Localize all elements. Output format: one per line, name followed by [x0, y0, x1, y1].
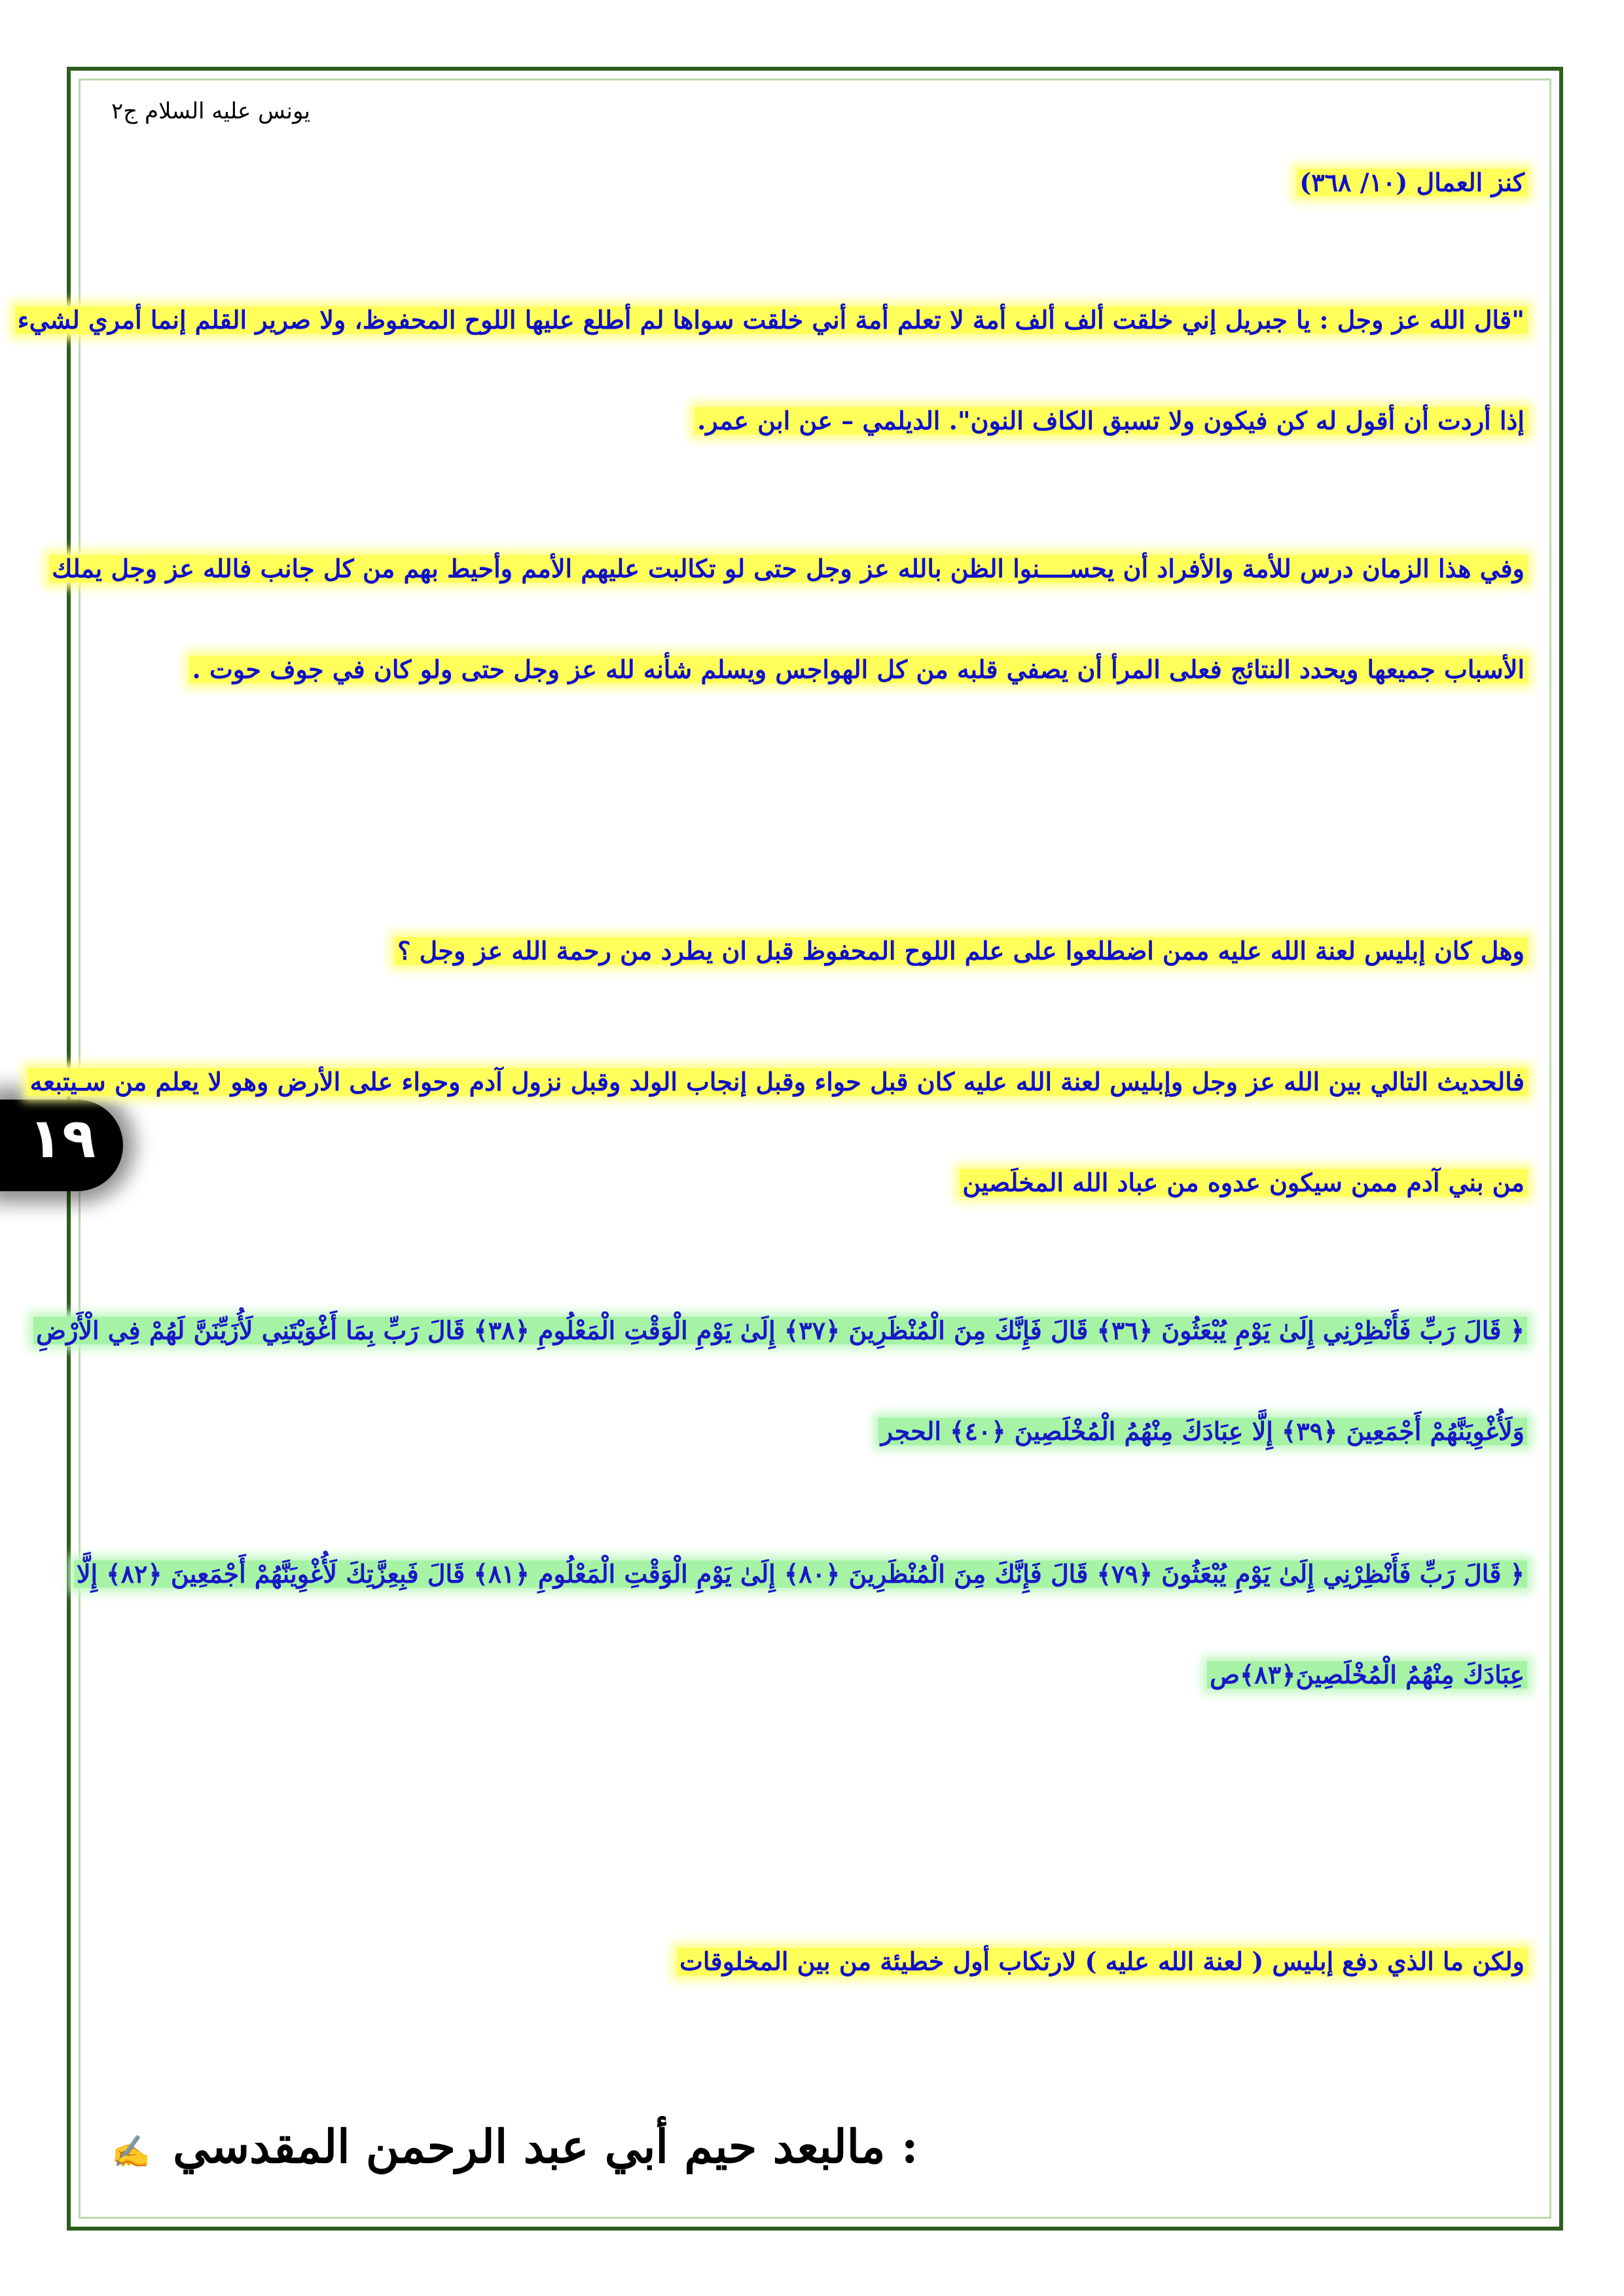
paragraph-line: إذا أردت أن أقول له كن فيكون ولا تسبق الكاف النون". الديلمي – عن ابن عمر.: [695, 407, 1527, 435]
quran-verses-hijr: [36, 1316, 1527, 1446]
hadith-paragraph: [17, 305, 1527, 435]
signature-text: : مالبعد حيم أبي عبد الرحمن المقدسي: [173, 2119, 918, 2174]
verse-line: ﴿ قَالَ رَبِّ فَأَنْظِرْنِي إِلَىٰ يَوْمِ يُبْعَثُونَ ﴿٧٩﴾ قَالَ فَإِنَّكَ مِنَ الْمُنْظَرِينَ ﴿٨٠﴾ إِلَىٰ يَوْمِ الْوَقْتِ الْمَعْلُومِ ﴿٨١﴾ قَالَ فَبِعِزَّتِكَ لَأُغْوِيَنَّهُمْ أَجْمَعِينَ ﴿٨٢﴾ إِلَّا: [74, 1560, 1527, 1588]
paragraph-line: الأسباب جميعها ويحدد النتائج فعلى المرأ أن يصفي قلبه من كل الهواجس ويسلم شأنه لله عز وجل حتى ولو كان في جوف حوت .: [190, 656, 1527, 683]
paragraph-line: وفي هذا الزمان درس للأمة والأفراد أن يحســــنوا الظن بالله عز وجل حتى لو تكالبت عليهم الأمم وأحيط بهم من كل جانب فالله عز وجل يملك: [49, 555, 1527, 583]
running-header: يونس عليه السلام ج٢: [111, 98, 310, 124]
verse-line: ﴿ قَالَ رَبِّ فَأَنْظِرْنِي إِلَىٰ يَوْمِ يُبْعَثُونَ ﴿٣٦﴾ قَالَ فَإِنَّكَ مِنَ الْمُنْظَرِينَ ﴿٣٧﴾ إِلَىٰ يَوْمِ الْوَقْتِ الْمَعْلُومِ ﴿٣٨﴾ قَالَ رَبِّ بِمَا أَغْوَيْتَنِي لَأُزَيِّنَنَّ لَهُمْ فِي الْأَرْضِ: [33, 1317, 1527, 1344]
author-signature: [111, 2119, 918, 2174]
paragraph-line: وهل كان إبليس لعنة الله عليه ممن اضطلعوا على علم اللوح المحفوظ قبل ان يطرد من رحمة الله عز وجل ؟: [395, 937, 1527, 965]
paragraph-line: من بني آدم ممن سيكون عدوه من عباد الله المخلَصين: [960, 1169, 1527, 1196]
pen-icon: ✍: [111, 2134, 151, 2170]
verse-line: وَلَأُغْوِيَنَّهُمْ أَجْمَعِينَ ﴿٣٩﴾ إِلَّا عِبَادَكَ مِنْهُمُ الْمُخْلَصِينَ ﴿٤٠﴾ الحجر: [878, 1418, 1527, 1445]
page-number: ١٩: [28, 1106, 96, 1170]
citation-paragraph: [111, 169, 1527, 196]
closing-question: [111, 1948, 1527, 1975]
paragraph-line: ولكن ما الذي دفع إبليس ( لعنة الله عليه ) لارتكاب أول خطيئة من بين المخلوقات: [677, 1948, 1527, 1975]
paragraph-line: "قال الله عز وجل : يا جبريل إني خلقت ألف ألف أمة لا تعلم أمة أني خلقت سواها لم أطلع عليها اللوح المحفوظ، ولا صرير القلم إنما أمري لشيء: [15, 306, 1527, 334]
quran-verses-sad: [76, 1559, 1527, 1689]
paragraph-line: فالحديث التالي بين الله عز وجل وإبليس لعنة الله عليه كان قبل حواء وقبل إنجاب الولد وقبل نزول آدم وحواء على الأرض وهو لا يعلم من سـيتبعه: [27, 1068, 1527, 1096]
question-paragraph: [111, 937, 1527, 965]
paragraph-line: كنز العمال (١٠/ ٣٦٨): [1297, 169, 1527, 196]
lesson-paragraph: [52, 554, 1527, 684]
verse-line: عِبَادَكَ مِنْهُمُ الْمُخْلَصِينَ﴿٨٣﴾ص: [1207, 1661, 1527, 1689]
